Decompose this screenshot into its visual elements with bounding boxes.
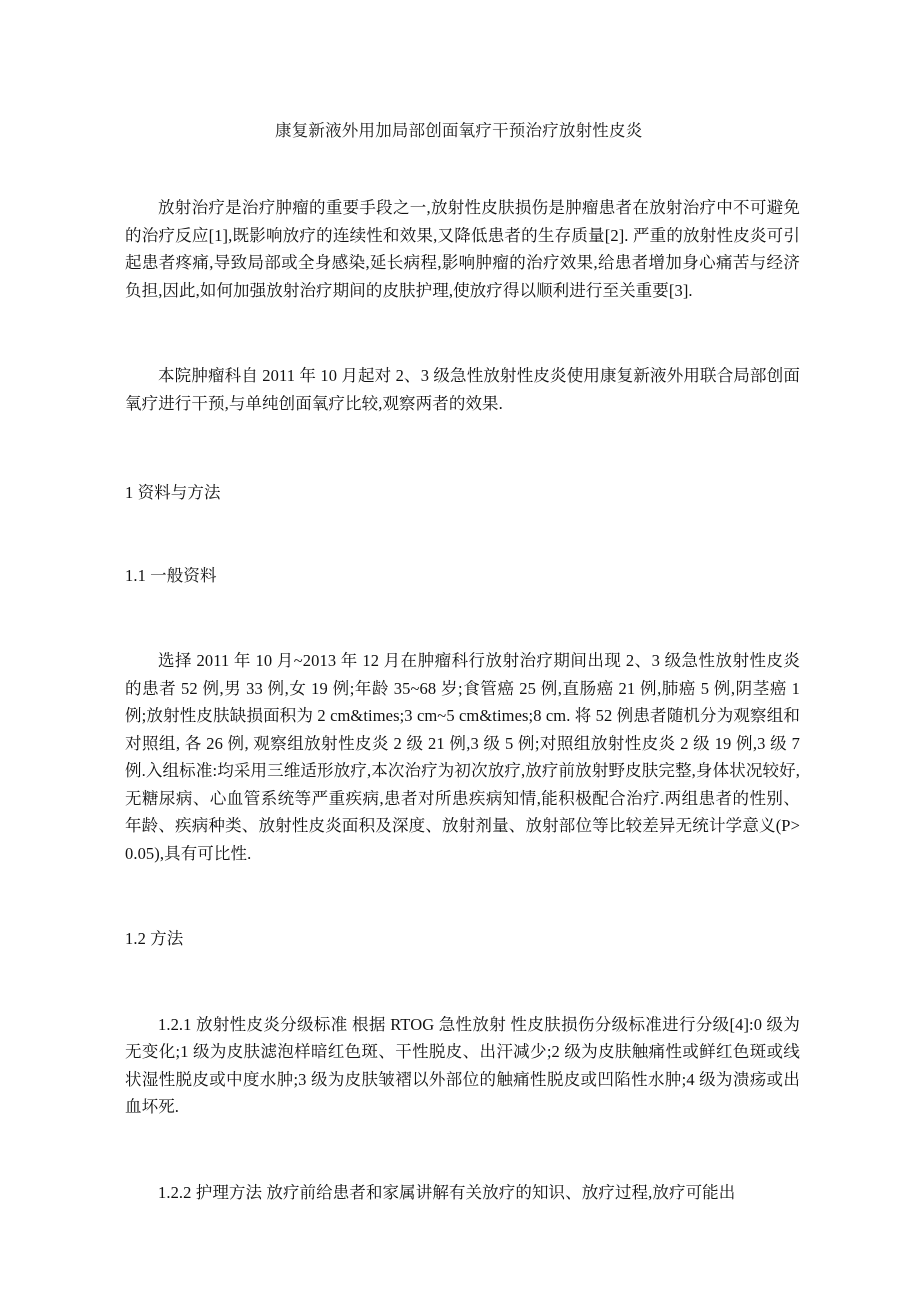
paragraph-grading-standard: 1.2.1 放射性皮炎分级标准 根据 RTOG 急性放射 性皮肤损伤分级标准进行分级[4]:0 级为无变化;1 级为皮肤滤泡样暗红色斑、干性脱皮、出汗减少;2 级为皮肤触痛性或鲜红色斑或线状湿性脱皮或中度水肿;3 级为皮肤皱褶以外部位的触痛性脱皮或凹陷性水肿;4 级为溃疡或出血坏死.	[125, 1014, 800, 1116]
paragraph-introduction-1: 放射治疗是治疗肿瘤的重要手段之一,放射性皮肤损伤是肿瘤患者在放射治疗中不可避免的治疗反应[1],既影响放疗的连续性和效果,又降低患者的生存质量[2]. 严重的放射性皮炎可引起患者疼痛,导致局部或全身感染,延长病程,影响肿瘤的治疗效果,给患者增加身心痛苦与经济负担,因此,如何加强放射治疗期间的皮肤护理,使放疗得以顺利进行至关重要[3].	[125, 198, 800, 300]
heading-gap	[125, 953, 800, 1011]
paragraph-general-data: 选择 2011 年 10 月~2013 年 12 月在肿瘤科行放射治疗期间出现 2、3 级急性放射性皮炎的患者 52 例,男 33 例,女 19 例;年龄 35~68 岁;食管癌 25 例,直肠癌 21 例,肺癌 5 例,阴茎癌 1 例;放射性皮肤缺损面积为 2 cm&times;3 cm~5 cm&times;8 cm. 将 52 例患者随机分为观察组和对照组, 各 26 例, 观察组放射性皮炎 2 级 21 例,3 级 5 例;对照组放射性皮炎 2 级 19 例,3 级 7 例.入组标准:均采用三维适形放疗,本次治疗为初次放疗,放疗前放射野皮肤完整,身体状况较好,无糖尿病、心血管系统等严重疾病,患者对所患疾病知情,能积极配合治疗.两组患者的性别、年龄、疾病种类、放射性皮炎面积及深度、放射剂量、放射部位等比较差异无统计学意义(P>0.05),具有可比性.	[125, 651, 800, 863]
paragraph-gap	[125, 867, 800, 925]
heading-gap	[125, 589, 800, 647]
page-title: 康复新液外用加局部创面氧疗干预治疗放射性皮炎	[275, 121, 643, 140]
paragraph-introduction-2: 本院肿瘤科自 2011 年 10 月起对 2、3 级急性放射性皮炎使用康复新液外用联合局部创面氧疗进行干预,与单纯创面氧疗比较,观察两者的效果.	[125, 366, 800, 413]
document-content-column	[125, 0, 800, 1206]
top-margin-spacer	[125, 0, 800, 118]
heading-section-1-1: 1.1 一般资料	[125, 565, 217, 585]
paragraph-gap	[125, 417, 800, 479]
paragraph-gap	[125, 1121, 800, 1179]
heading-section-1-2: 1.2 方法	[125, 929, 184, 948]
paragraph-nursing-method: 1.2.2 护理方法 放疗前给患者和家属讲解有关放疗的知识、放疗过程,放疗可能出	[158, 1182, 736, 1202]
title-bottom-spacer	[125, 144, 800, 194]
heading-gap	[125, 507, 800, 562]
paragraph-gap	[125, 304, 800, 362]
heading-section-1: 1 资料与方法	[125, 483, 221, 502]
